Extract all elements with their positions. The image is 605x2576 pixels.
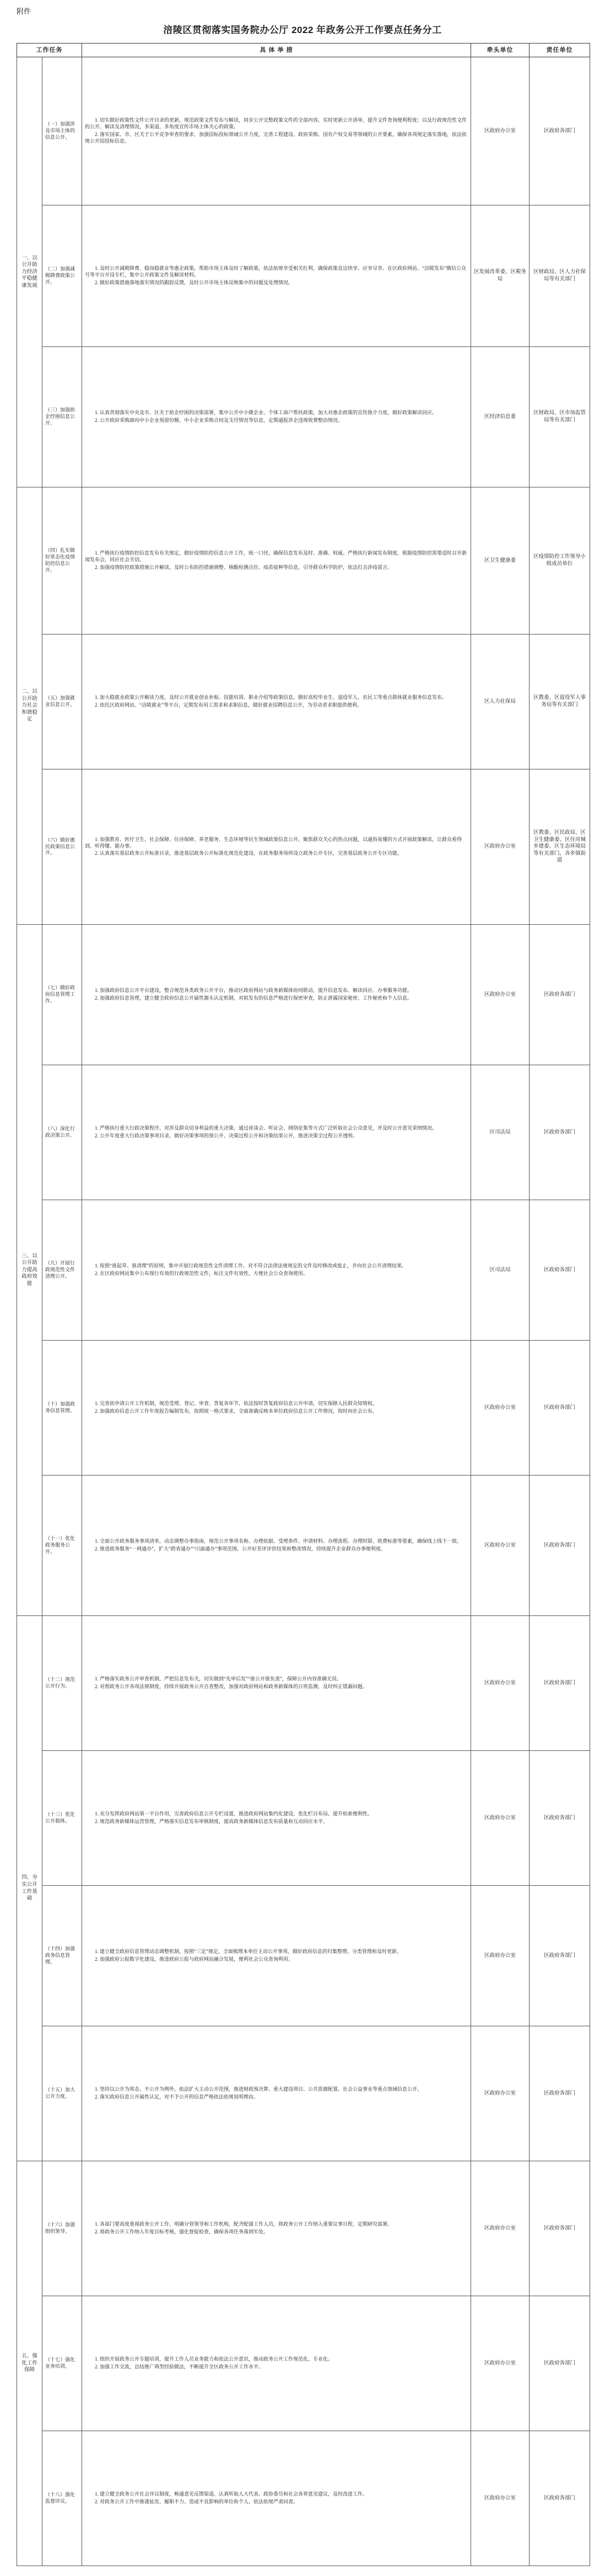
measures-cell bbox=[82, 2296, 471, 2431]
subtask-cell: （八）深化行政决策公开。 bbox=[42, 1065, 82, 1200]
measures-cell bbox=[82, 634, 471, 769]
subtask-cell: （十七）强化业务培训。 bbox=[42, 2296, 82, 2431]
measure-paragraph: 2. 认真落实基层政务公开标准目录，推进基层政务公开标准化规范化建设，在政务服务场所设立政务公开专区，完善基层政务公开专区功能。 bbox=[95, 850, 403, 856]
measure-paragraph: 1. 严格执行疫情防控信息发布有关规定，做好疫情防控信息公开工作，统一口径，确保信息发布及时、准确、权威。严格执行新闻发布制度，根据疫情防控需要适时召开新闻发布会，回应社会关切。 bbox=[85, 550, 467, 563]
responsible-unit-cell: 区财政局、区人力社保局等有关部门 bbox=[530, 205, 590, 347]
subtask-cell: （十六）加强组织领导。 bbox=[42, 2161, 82, 2296]
measure-paragraph: 1. 严格执行重大行政决策程序，对涉及群众切身利益的重大决策，通过座谈会、听证会、网络征集等方式广泛听取社会公众意见，并及时公开意见采纳情况。 bbox=[95, 1125, 437, 1131]
measure-paragraph: 2. 落实政府信息公开属性认定，对不予公开的信息严格依法依规说明理由。 bbox=[95, 2094, 259, 2100]
measures-cell bbox=[82, 1341, 471, 1476]
measures-cell bbox=[82, 487, 471, 634]
responsible-unit-cell: 区政府各部门 bbox=[530, 925, 590, 1065]
lead-unit-cell: 区政府办公室 bbox=[471, 57, 530, 205]
lead-unit-cell: 区政府办公室 bbox=[471, 1341, 530, 1476]
subtask-cell: （二）加强减税降费政策公开。 bbox=[42, 205, 82, 347]
lead-unit-cell: 区发展改革委、区税务局 bbox=[471, 205, 530, 347]
measure-paragraph: 1. 坚持以公开为常态、不公开为例外，依法扩大主动公开范围，推进财政预决算、重大建设项目、公共资源配置、社会公益事业等重点领域信息公开。 bbox=[95, 2086, 423, 2092]
lead-unit-cell: 区司法局 bbox=[471, 1065, 530, 1200]
table-row bbox=[17, 487, 590, 634]
task-assignment-table bbox=[17, 43, 590, 2566]
header-measures: 具 体 举 措 bbox=[82, 44, 471, 57]
lead-unit-cell: 区政府办公室 bbox=[471, 769, 530, 925]
measure-paragraph: 1. 加强政府信息公开平台建设，整合规范各类政务公开平台，推动区政府网站与政务新媒体协同联动，提升信息发布、解读回应、办事服务功能。 bbox=[95, 988, 413, 994]
subtask-cell: （五）加强就业信息公开。 bbox=[42, 634, 82, 769]
annex-label: 附件 bbox=[17, 7, 31, 15]
lead-unit-cell: 区政府办公室 bbox=[471, 2026, 530, 2161]
measures-cell bbox=[82, 347, 471, 487]
measure-paragraph: 1. 建立健全政务公开社会评议制度，畅通意见反馈渠道，认真听取人大代表、政协委员和社会各界意见建议，及时改进工作。 bbox=[95, 2491, 368, 2497]
measures-cell bbox=[82, 769, 471, 925]
measure-paragraph: 2. 加强政府信息公开工作年度报告编制发布，按照统一格式要求，全面准确反映本单位政府信息公开工作情况，按时向社会公布。 bbox=[95, 1408, 378, 1414]
subtask-cell: （九）开展行政规范性文件清理公开。 bbox=[42, 1200, 82, 1341]
table-row bbox=[17, 2296, 590, 2431]
table-row bbox=[17, 1751, 590, 1886]
table-body bbox=[17, 57, 590, 2566]
table-row bbox=[17, 1200, 590, 1341]
responsible-unit-cell: 区教委、区民政局、区卫生健康委、区住房城乡建委、区生态环境局等有关部门，各乡镇街道 bbox=[530, 769, 590, 925]
header-responsible-unit: 责任单位 bbox=[530, 44, 590, 57]
table-row bbox=[17, 925, 590, 1065]
table-row bbox=[17, 1065, 590, 1200]
measures-cell bbox=[82, 1751, 471, 1886]
category-cell: 一、以公开助力经济平稳健康发展 bbox=[17, 57, 42, 487]
responsible-unit-cell: 区政府各部门 bbox=[530, 1341, 590, 1476]
responsible-unit-cell: 区政府各部门 bbox=[530, 1616, 590, 1751]
measure-paragraph: 2. 公开年度重大行政决策事项目录，做好决策事项的预公开、决策过程公开和决策结果公开，推进决策全过程公开透明。 bbox=[95, 1133, 358, 1138]
measure-paragraph: 2. 落实国家、市、区关于公平竞争审查的要求，加强招标投标领域公开力度，完善工程建设、政府采购、国有产权交易等领域的公开要素，确保各项规定落实落地，依法依规公开招投标信息。 bbox=[85, 132, 467, 144]
measure-paragraph: 2. 推进政务服务“一网通办”，扩大“跨省通办”“川渝通办”事项范围，公开好差评评价结果和整改情况，持续提升企业群众办事便利度。 bbox=[95, 1546, 386, 1552]
measures-cell bbox=[82, 1065, 471, 1200]
table-row bbox=[17, 769, 590, 925]
responsible-unit-cell: 区政府各部门 bbox=[530, 1751, 590, 1886]
header-lead-unit: 牵头单位 bbox=[471, 44, 530, 57]
measures-cell bbox=[82, 1476, 471, 1616]
subtask-cell: （十三）优化公开载体。 bbox=[42, 1751, 82, 1886]
measure-paragraph: 1. 各部门要高度重视政务公开工作，明确分管领导和工作机构，配齐配强工作人员，将政务公开工作纳入重要议事日程，定期研究部署。 bbox=[95, 2221, 393, 2227]
category-cell: 四、夯实公开工作基础 bbox=[17, 1616, 42, 2161]
table-row bbox=[17, 1616, 590, 1751]
table-row bbox=[17, 2161, 590, 2296]
lead-unit-cell: 区卫生健康委 bbox=[471, 487, 530, 634]
subtask-cell: （十四）加强政务信息管理。 bbox=[42, 1886, 82, 2026]
responsible-unit-cell: 区政府各部门 bbox=[530, 2296, 590, 2431]
measure-paragraph: 1. 全面公开政务服务事项清单，动态调整办事指南，规范公开事项名称、办理依据、受理条件、申请材料、办理流程、办理时限、收费标准等要素，确保线上线下一致。 bbox=[95, 1538, 462, 1544]
measure-paragraph: 2. 加强政府信息管理，建立健全政府信息公开属性源头认定机制，对拟发布的信息严格进行保密审查，防止泄露国家秘密、工作秘密和个人信息。 bbox=[95, 995, 413, 1001]
lead-unit-cell: 区政府办公室 bbox=[471, 2296, 530, 2431]
lead-unit-cell: 区政府办公室 bbox=[471, 1616, 530, 1751]
measure-paragraph: 1. 组织开展政务公开专题培训，提升工作人员业务能力和依法公开意识，推动政务公开工作规范化、专业化。 bbox=[95, 2356, 333, 2362]
measure-paragraph: 2. 加强工作交流，总结推广典型经验做法，不断提升全区政务公开工作水平。 bbox=[95, 2364, 264, 2369]
measure-paragraph: 2. 对政务公开工作中推诿扯皮、履职不力、造成不良影响的单位和个人，依法依规严肃问责。 bbox=[95, 2499, 299, 2504]
subtask-cell: （六）做好惠民政策信息公开。 bbox=[42, 769, 82, 925]
measures-cell bbox=[82, 57, 471, 205]
responsible-unit-cell: 区政府各部门 bbox=[530, 1886, 590, 2026]
responsible-unit-cell: 区疫情防控工作领导小组成员单位 bbox=[530, 487, 590, 634]
subtask-cell: （十二）规范公开行为。 bbox=[42, 1616, 82, 1751]
measure-paragraph: 2. 将政务公开工作纳入年度目标考核，强化督促检查，确保各项任务落到实处。 bbox=[95, 2229, 269, 2235]
measure-paragraph: 1. 建立健全政府信息管理动态调整机制，按照“三定”规定，全面梳理本单位主动公开事项，做好政府信息的归集整理、分类管理和及时更新。 bbox=[95, 1949, 402, 1955]
measure-paragraph: 1. 加大稳就业政策公开解读力度，及时公开就业创业补贴、技能培训、职业介绍等政策信息，做好高校毕业生、退役军人、农民工等重点群体就业服务信息发布。 bbox=[95, 695, 447, 701]
lead-unit-cell: 区经济信息委 bbox=[471, 347, 530, 487]
subtask-cell: （七）做好政府信息管理工作。 bbox=[42, 925, 82, 1065]
lead-unit-cell: 区政府办公室 bbox=[471, 1886, 530, 2026]
subtask-cell: （十五）加大公开力度。 bbox=[42, 2026, 82, 2161]
measure-paragraph: 2. 加强政府公报数字化建设，推进政府公报与政府网站融合发展，便利社会公众查询利用。 bbox=[95, 1956, 294, 1962]
table-row bbox=[17, 2431, 590, 2566]
lead-unit-cell: 区政府办公室 bbox=[471, 925, 530, 1065]
measure-paragraph: 1. 按照“谁起草、谁清理”的原则，集中开展行政规范性文件清理工作，对不符合法律法规规定的文件及时修改或废止，并向社会公开清理结果。 bbox=[95, 1263, 407, 1269]
table-row bbox=[17, 2026, 590, 2161]
responsible-unit-cell: 区政府各部门 bbox=[530, 2026, 590, 2161]
lead-unit-cell: 区政府办公室 bbox=[471, 2431, 530, 2566]
table-row bbox=[17, 1341, 590, 1476]
measure-paragraph: 2. 依托区政府网站、“涪陵就业”等平台，定期发布用工需求和求职信息，做好就业招聘信息公开，为劳动者求职提供便利。 bbox=[95, 702, 362, 708]
measures-cell bbox=[82, 205, 471, 347]
measure-paragraph: 2. 公开政府采购面向中小企业预留份额、中小企业采购合同及支付情况等信息，定期通报涉企违规收费整治情况。 bbox=[95, 417, 343, 423]
responsible-unit-cell: 区政府各部门 bbox=[530, 1476, 590, 1616]
lead-unit-cell: 区政府办公室 bbox=[471, 1751, 530, 1886]
subtask-cell: （十一）优化政务服务公开。 bbox=[42, 1476, 82, 1616]
responsible-unit-cell: 区财政局、区市场监管局等有关部门 bbox=[530, 347, 590, 487]
lead-unit-cell: 区政府办公室 bbox=[471, 2161, 530, 2296]
measure-paragraph: 1. 完善依申请公开工作机制，规范受理、登记、审查、答复各环节，依法按时答复政府信息公开申请，切实保障人民群众知情权。 bbox=[95, 1401, 378, 1407]
category-cell: 五、强化工作保障 bbox=[17, 2161, 42, 2566]
measures-cell bbox=[82, 2026, 471, 2161]
table-row bbox=[17, 1476, 590, 1616]
measures-cell bbox=[82, 1200, 471, 1341]
table-row bbox=[17, 634, 590, 769]
responsible-unit-cell: 区政府各部门 bbox=[530, 2431, 590, 2566]
measure-paragraph: 2. 做好政策措施落地落实情况的跟踪反馈，及时公开市场主体反映集中的问题及处理情况。 bbox=[95, 279, 294, 285]
measures-cell bbox=[82, 1886, 471, 2026]
category-cell: 二、以公开助力社会和谐稳定 bbox=[17, 487, 42, 925]
table-row bbox=[17, 57, 590, 205]
table-row bbox=[17, 1886, 590, 2026]
responsible-unit-cell: 区政府各部门 bbox=[530, 2161, 590, 2296]
measure-paragraph: 1. 严格落实政务公开审查机制，严把信息发布关，切实做到“先审后发”“谁公开谁负责”，保障公开内容准确无误。 bbox=[95, 1676, 342, 1682]
responsible-unit-cell: 区政府各部门 bbox=[530, 57, 590, 205]
measure-paragraph: 2. 在区政府网站集中公布现行有效的行政规范性文件，标注文件有效性，方便社会公众查询使用。 bbox=[95, 1271, 309, 1276]
header-task: 工作任务 bbox=[17, 44, 82, 57]
measures-cell bbox=[82, 1616, 471, 1751]
lead-unit-cell: 区人力社保局 bbox=[471, 634, 530, 769]
measure-paragraph: 2. 加强疫情防控政策措施公开解读，及时公布防控措施调整、核酸检测点位、疫苗接种等信息，引导群众科学防护，依法打击涉疫谣言。 bbox=[95, 564, 393, 570]
table-row bbox=[17, 205, 590, 347]
document-title: 涪陵区贯彻落实国务院办公厅 2022 年政务公开工作要点任务分工 bbox=[163, 25, 442, 35]
measure-paragraph: 1. 认真贯彻落实中央及市、区关于助企纾困的决策部署，集中公开中小微企业、个体工商户帮扶政策，加大对惠企政策的宣传推介力度，做好政策解读回应。 bbox=[95, 410, 437, 416]
measure-paragraph: 2. 规范政务新媒体运营管理，严格落实信息发布审核制度，提高政务新媒体信息发布质量和互动回应水平。 bbox=[95, 1819, 328, 1824]
subtask-cell: （一）加强涉及市场主体的信息公开。 bbox=[42, 57, 82, 205]
subtask-cell: （十八）强化监督评议。 bbox=[42, 2431, 82, 2566]
subtask-cell: （三）加强助企纾困信息公开。 bbox=[42, 347, 82, 487]
responsible-unit-cell: 区教委、区退役军人事务局等有关部门 bbox=[530, 634, 590, 769]
responsible-unit-cell: 区政府各部门 bbox=[530, 1200, 590, 1341]
subtask-cell: （十）加强政务信息管理。 bbox=[42, 1341, 82, 1476]
lead-unit-cell: 区司法局 bbox=[471, 1200, 530, 1341]
category-cell: 三、以公开助力提高政府效能 bbox=[17, 925, 42, 1616]
measures-cell bbox=[82, 2161, 471, 2296]
measure-paragraph: 1. 充分发挥政府网站第一平台作用，完善政府信息公开专栏设置，推进政府网站集约化建设，优化栏目布局，提升检索便利性。 bbox=[95, 1811, 373, 1817]
measure-paragraph: 1. 及时公开减税降费、稳岗稳就业等惠企政策，帮助市场主体及时了解政策，依法依规享受相关红利，确保政策直达快享、应享尽享。在区政府网站、“涪陵发布”微信公众号等平台开设专栏，集中公开政策文件及解读材料。 bbox=[85, 265, 466, 278]
table-row bbox=[17, 347, 590, 487]
table-header-row bbox=[17, 44, 590, 57]
measure-paragraph: 1. 加强教育、医疗卫生、社会保障、住房保障、养老服务、生态环境等民生领域政策信息公开，聚焦群众关心的热点问题，以通俗易懂的方式开展政策解读，让群众看得到、听得懂、能办事。 bbox=[85, 836, 462, 849]
subtask-cell: （四）扎实做好常态化疫情防控信息公开。 bbox=[42, 487, 82, 634]
measure-paragraph: 2. 对照政务公开各项法规制度，持续开展政务公开自查整改，加强对政府网站和政务新媒体的日常监测，及时纠正错漏问题。 bbox=[95, 1684, 368, 1689]
responsible-unit-cell: 区政府各部门 bbox=[530, 1065, 590, 1200]
lead-unit-cell: 区政府办公室 bbox=[471, 1476, 530, 1616]
measures-cell bbox=[82, 925, 471, 1065]
measures-cell bbox=[82, 2431, 471, 2566]
measure-paragraph: 1. 切实做好政策性文件公开目录的更新，规范政策文件发布与解读，同步公开完整政策文件的全部内容，实时更新公开清单，提升文件查询便利程度；以及行政规范性文件的公开、解读及清理情况，多渠道、多角度宣传市场主体关心的政策。 bbox=[85, 117, 467, 130]
